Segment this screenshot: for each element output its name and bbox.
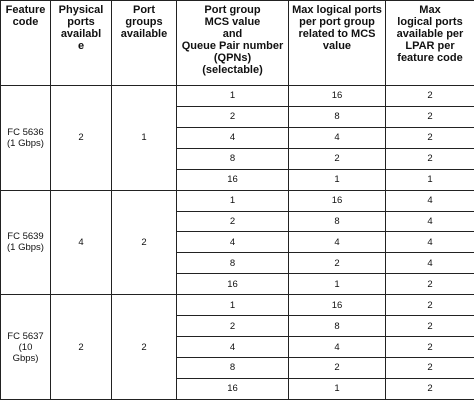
header-max-logical-ports-per-lpar: Max logical ports available per LPAR per feature code — [386, 1, 474, 86]
max-per-group-cell: 16 — [289, 86, 386, 107]
mcs-cell: 1 — [177, 86, 289, 107]
max-per-group-cell: 1 — [289, 378, 386, 399]
max-per-lpar-cell: 2 — [386, 106, 474, 127]
max-per-lpar-cell: 2 — [386, 316, 474, 337]
header-max-logical-ports-per-group: Max logical ports per port group related to MCS value — [289, 1, 386, 86]
max-per-lpar-cell: 2 — [386, 295, 474, 316]
max-per-group-cell: 1 — [289, 169, 386, 190]
mcs-cell: 8 — [177, 148, 289, 169]
feature-code-cell: FC 5637 (10 Gbps) — [1, 295, 51, 400]
mcs-cell: 2 — [177, 316, 289, 337]
mcs-cell: 16 — [177, 274, 289, 295]
mcs-cell: 4 — [177, 232, 289, 253]
max-per-group-cell: 4 — [289, 127, 386, 148]
max-per-lpar-cell: 4 — [386, 211, 474, 232]
max-per-lpar-cell: 1 — [386, 169, 474, 190]
mcs-cell: 16 — [177, 378, 289, 399]
max-per-group-cell: 1 — [289, 274, 386, 295]
mcs-cell: 1 — [177, 190, 289, 211]
header-port-groups: Port groups available — [112, 1, 177, 86]
max-per-group-cell: 2 — [289, 253, 386, 274]
port-groups-cell: 1 — [112, 86, 177, 191]
max-per-lpar-cell: 2 — [386, 378, 474, 399]
max-per-lpar-cell: 2 — [386, 357, 474, 378]
feature-code-cell: FC 5639 (1 Gbps) — [1, 190, 51, 295]
physical-ports-cell: 4 — [51, 190, 112, 295]
feature-code-cell: FC 5636 (1 Gbps) — [1, 86, 51, 191]
max-per-group-cell: 16 — [289, 190, 386, 211]
header-mcs-value: Port group MCS value and Queue Pair number (QPNs) (selectable) — [177, 1, 289, 86]
table-row — [1, 190, 474, 211]
mcs-cell: 1 — [177, 295, 289, 316]
header-feature-code: Feature code — [1, 1, 51, 86]
mcs-cell: 2 — [177, 106, 289, 127]
header-physical-ports: Physical ports availabl e — [51, 1, 112, 86]
max-per-group-cell: 16 — [289, 295, 386, 316]
max-per-group-cell: 8 — [289, 211, 386, 232]
port-groups-cell: 2 — [112, 295, 177, 400]
max-per-lpar-cell: 4 — [386, 190, 474, 211]
max-per-lpar-cell: 2 — [386, 86, 474, 107]
max-per-lpar-cell: 2 — [386, 337, 474, 358]
max-per-group-cell: 2 — [289, 148, 386, 169]
mcs-cell: 8 — [177, 357, 289, 378]
table-header-row — [1, 1, 474, 86]
max-per-lpar-cell: 2 — [386, 274, 474, 295]
max-per-lpar-cell: 4 — [386, 232, 474, 253]
physical-ports-cell: 2 — [51, 86, 112, 191]
max-per-lpar-cell: 2 — [386, 127, 474, 148]
max-per-group-cell: 4 — [289, 232, 386, 253]
mcs-cell: 4 — [177, 127, 289, 148]
table-row — [1, 86, 474, 107]
mcs-cell: 8 — [177, 253, 289, 274]
physical-ports-cell: 2 — [51, 295, 112, 400]
max-per-group-cell: 2 — [289, 357, 386, 378]
mcs-cell: 16 — [177, 169, 289, 190]
max-per-group-cell: 8 — [289, 106, 386, 127]
max-per-lpar-cell: 2 — [386, 148, 474, 169]
table-row — [1, 295, 474, 316]
max-per-group-cell: 4 — [289, 337, 386, 358]
max-per-lpar-cell: 4 — [386, 253, 474, 274]
max-per-group-cell: 8 — [289, 316, 386, 337]
mcs-cell: 2 — [177, 211, 289, 232]
mcs-cell: 4 — [177, 337, 289, 358]
port-groups-cell: 2 — [112, 190, 177, 295]
